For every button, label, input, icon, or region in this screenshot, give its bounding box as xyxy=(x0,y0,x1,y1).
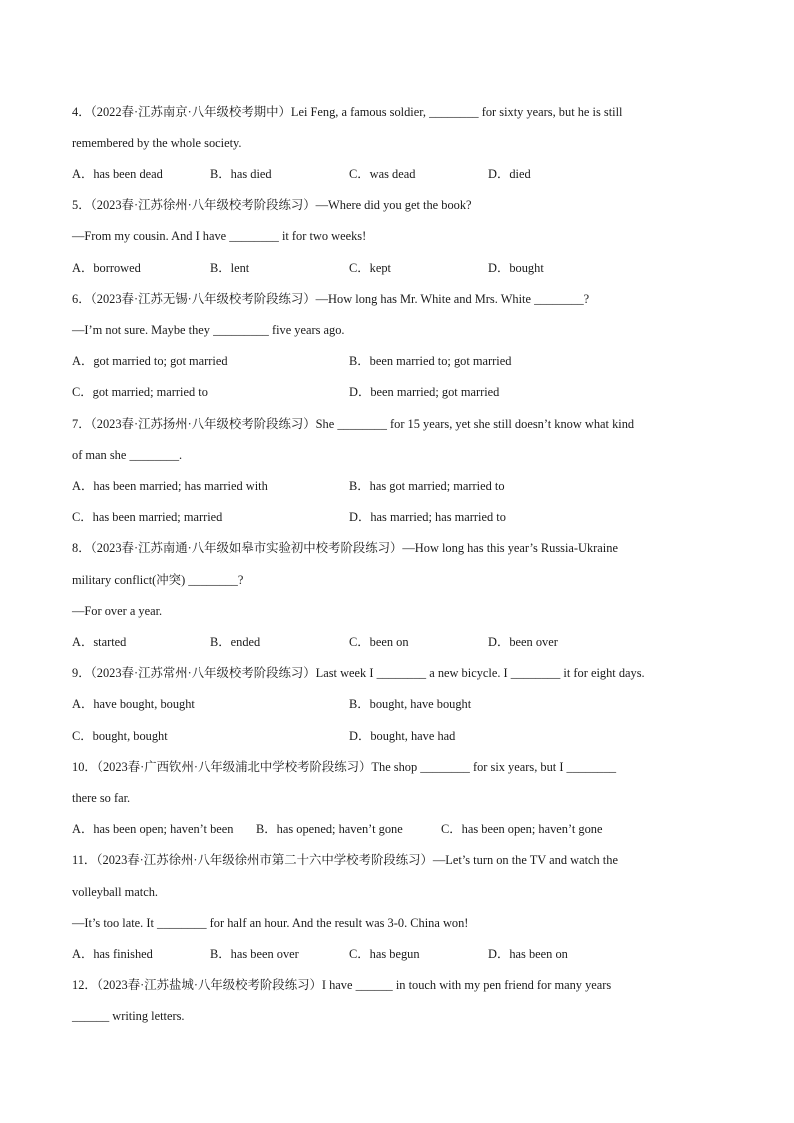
question-11-stem-cont: volleyball match. xyxy=(72,885,159,899)
question-6-stem: 6．（2023春·江苏无锡·八年级校考阶段练习）—How long has Mr. White and Mrs. White ________? xyxy=(72,292,590,306)
question-4-stem-cont: remembered by the whole society. xyxy=(72,136,242,150)
question-10-option-b: B．has opened; haven’t gone xyxy=(256,822,403,836)
question-4-option-a: A．has been dead xyxy=(72,167,163,181)
question-4-option-c: C．was dead xyxy=(349,167,416,181)
question-11-option-c: C．has begun xyxy=(349,947,420,961)
question-11-stem: 11．（2023春·江苏徐州·八年级徐州市第二十六中学校考阶段练习）—Let’s turn on the TV and watch the xyxy=(72,853,618,867)
question-5-option-a: A．borrowed xyxy=(72,261,141,275)
question-9-option-a: A．have bought, bought xyxy=(72,697,195,711)
question-7-option-a: A．has been married; has married with xyxy=(72,479,268,493)
question-10-stem-cont: there so far. xyxy=(72,791,131,805)
question-7-option-c: C．has been married; married xyxy=(72,510,223,524)
question-6-option-b: B．been married to; got married xyxy=(349,354,512,368)
question-12-stem: 12．（2023春·江苏盐城·八年级校考阶段练习）I have ______ in touch with my pen friend for many years xyxy=(72,978,612,992)
question-8-stem: 8．（2023春·江苏南通·八年级如皋市实验初中校考阶段练习）—How long has this year’s Russia-Ukraine xyxy=(72,541,618,555)
question-7-option-b: B．has got married; married to xyxy=(349,479,505,493)
question-6-option-a: A．got married to; got married xyxy=(72,354,228,368)
question-5-option-d: D．bought xyxy=(488,261,544,275)
question-8-option-b: B．ended xyxy=(210,635,261,649)
question-5-stem: 5．（2023春·江苏徐州·八年级校考阶段练习）—Where did you get the book? xyxy=(72,198,472,212)
question-10-option-c: C．has been open; haven’t gone xyxy=(441,822,603,836)
question-4-option-b: B．has died xyxy=(210,167,272,181)
question-5-option-c: C．kept xyxy=(349,261,391,275)
question-6-option-d: D．been married; got married xyxy=(349,385,500,399)
question-8-option-c: C．been on xyxy=(349,635,409,649)
question-4-option-d: D．died xyxy=(488,167,531,181)
question-8-option-a: A．started xyxy=(72,635,127,649)
question-6-option-c: C．got married; married to xyxy=(72,385,208,399)
question-8-stem-cont: military conflict(冲突) ________? xyxy=(72,573,244,587)
question-9-stem: 9．（2023春·江苏常州·八年级校考阶段练习）Last week I ________ a new bicycle. I ________ it for eight days. xyxy=(72,666,645,680)
question-5-option-b: B．lent xyxy=(210,261,250,275)
question-9-option-d: D．bought, have had xyxy=(349,729,456,743)
question-10-stem: 10．（2023春·广西钦州·八年级浦北中学校考阶段练习）The shop ________ for six years, but I ________ xyxy=(72,760,617,774)
question-12-stem-cont: ______ writing letters. xyxy=(72,1009,185,1023)
question-4-stem: 4．（2022春·江苏南京·八年级校考期中）Lei Feng, a famous soldier, ________ for sixty years, but he is still xyxy=(72,105,623,119)
question-7-stem-cont: of man she ________. xyxy=(72,448,183,462)
question-7-option-d: D．has married; has married to xyxy=(349,510,506,524)
question-11-option-b: B．has been over xyxy=(210,947,299,961)
question-8-stem-answer: —For over a year. xyxy=(72,604,163,618)
question-9-option-c: C．bought, bought xyxy=(72,729,168,743)
question-10-option-a: A．has been open; haven’t been xyxy=(72,822,234,836)
question-9-option-b: B．bought, have bought xyxy=(349,697,472,711)
question-7-stem: 7．（2023春·江苏扬州·八年级校考阶段练习）She ________ for 15 years, yet she still doesn’t know what kind xyxy=(72,417,635,431)
question-6-stem-cont: —I’m not sure. Maybe they _________ five years ago. xyxy=(72,323,345,337)
question-5-stem-cont: —From my cousin. And I have ________ it for two weeks! xyxy=(72,229,367,243)
question-11-option-d: D．has been on xyxy=(488,947,568,961)
question-11-option-a: A．has finished xyxy=(72,947,153,961)
question-11-stem-answer: —It’s too late. It ________ for half an hour. And the result was 3-0. China won! xyxy=(72,916,469,930)
question-8-option-d: D．been over xyxy=(488,635,558,649)
